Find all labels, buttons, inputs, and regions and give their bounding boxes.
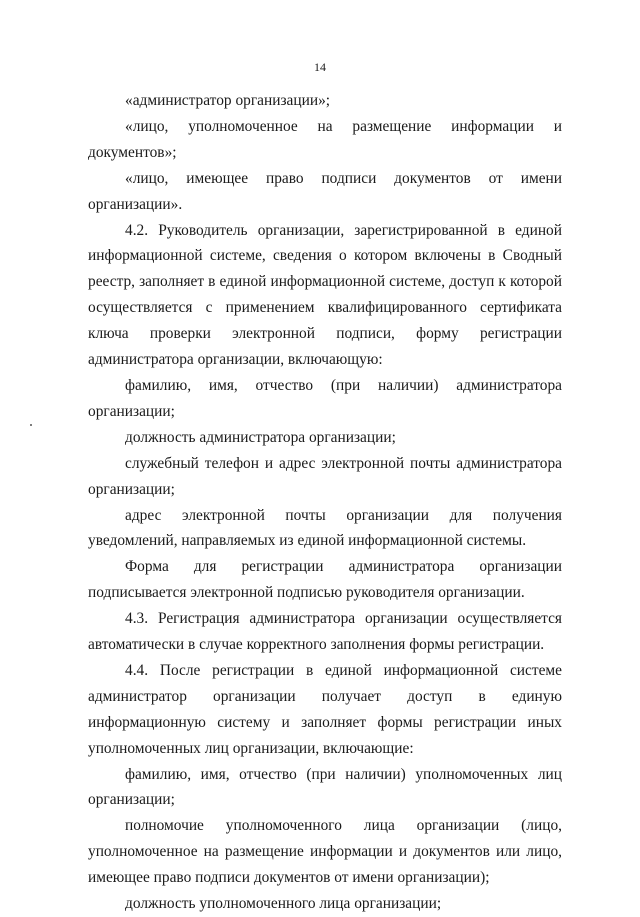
page-number: 14 bbox=[314, 60, 326, 74]
paragraph-admin-contacts: служебный телефон и адрес электронной почты администратора организации; bbox=[88, 454, 562, 498]
paragraph-org-email: адрес электронной почты организации для получения уведомлений, направляемых из единой информационной системы. bbox=[88, 506, 562, 550]
paragraph-persons-full-name: фамилию, имя, отчество (при наличии) уполномоченных лиц организации; bbox=[88, 765, 562, 809]
scan-speck bbox=[30, 424, 32, 426]
paragraph-4-3: 4.3. Регистрация администратора организации осуществляется автоматически в случае корректного заполнения формы регистрации. bbox=[88, 610, 562, 654]
document-body bbox=[88, 88, 562, 917]
paragraph-role-signatory: «лицо, имеющее право подписи документов от имени организации». bbox=[88, 169, 562, 213]
paragraph-admin-full-name: фамилию, имя, отчество (при наличии) администратора организации; bbox=[88, 376, 562, 420]
paragraph-person-position: должность уполномоченного лица организации; bbox=[125, 895, 442, 913]
paragraph-role-authorized-person: «лицо, уполномоченное на размещение информации и документов»; bbox=[88, 117, 562, 161]
paragraph-4-2: 4.2. Руководитель организации, зарегистрированной в единой информационной системе, сведения о котором включены в Сводный реестр, заполняет в единой информационной системе, доступ к которой осуществляется с применением квалифицированного сертификата ключа проверки электронной подписи, форму регистрации администратора организации, включающую: bbox=[88, 221, 562, 369]
paragraph-admin-position: должность администратора организации; bbox=[125, 428, 396, 446]
paragraph-person-authority: полномочие уполномоченного лица организации (лицо, уполномоченное на размещение информации и документов или лицо, имеющее право подписи документов от имени организации); bbox=[88, 817, 562, 887]
paragraph-form-signature: Форма для регистрации администратора организации подписывается электронной подписью руководителя организации. bbox=[88, 558, 562, 602]
paragraph-4-4: 4.4. После регистрации в единой информационной системе администратор организации получает доступ в единую информационную систему и заполняет формы регистрации иных уполномоченных лиц организации, включающие: bbox=[88, 661, 562, 757]
paragraph-role-administrator: «администратор организации»; bbox=[125, 92, 331, 109]
